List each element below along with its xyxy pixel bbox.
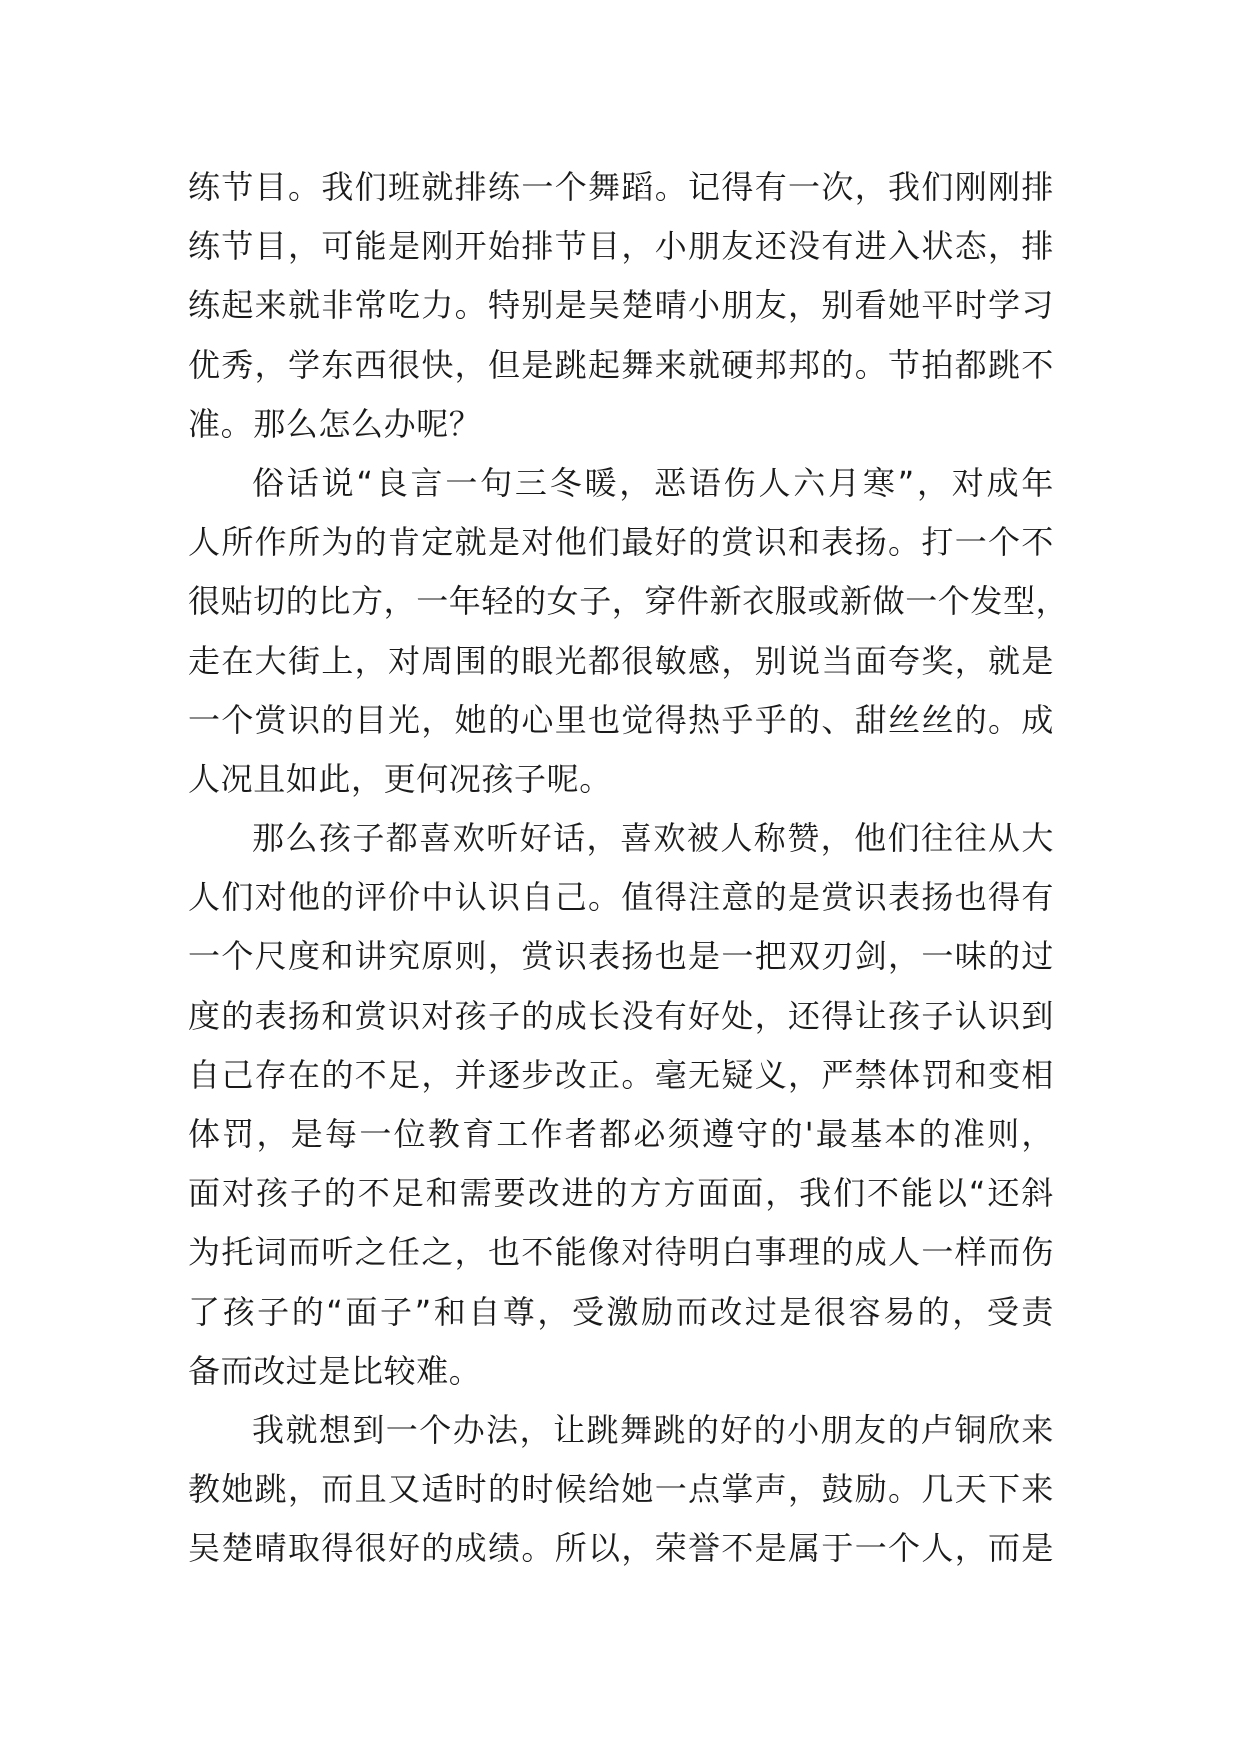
text-line: 练节目。我们班就排练一个舞蹈。记得有一次，我们刚刚排 bbox=[188, 168, 1054, 206]
text-line: 俗话说“良言一句三冬暖，恶语伤人六月寒”，对成年 bbox=[252, 463, 1054, 502]
text-line: 人们对他的评价中认识自己。值得注意的是赏识表扬也得有 bbox=[188, 878, 1054, 917]
text-line: 很贴切的比方，一年轻的女子，穿件新衣服或新做一个发型， bbox=[188, 582, 1069, 621]
document-body bbox=[188, 158, 1069, 1579]
text-line: 优秀，学东西很快，但是跳起舞来就硬邦邦的。节拍都跳不 bbox=[188, 345, 1054, 384]
text-line: 一个尺度和讲究原则，赏识表扬也是一把双刃剑，一味的过 bbox=[188, 937, 1054, 976]
text-line: 人况且如此，更何况孩子呢。 bbox=[188, 759, 612, 798]
text-line: 我就想到一个办法，让跳舞跳的好的小朋友的卢铜欣来 bbox=[252, 1410, 1054, 1449]
text-line: 备而改过是比较难。 bbox=[188, 1351, 482, 1390]
text-line: 练节目，可能是刚开始排节目，小朋友还没有进入状态，排 bbox=[188, 227, 1054, 266]
text-line: 体罚，是每一位教育工作者都必须遵守的'最基本的准则， bbox=[188, 1115, 1054, 1153]
text-line: 度的表扬和赏识对孩子的成长没有好处，还得让孩子认识到 bbox=[188, 996, 1054, 1035]
text-line: 教她跳，而且又适时的时候给她一点掌声，鼓励。几天下来 bbox=[188, 1470, 1054, 1509]
text-line: 那么孩子都喜欢听好话，喜欢被人称赞，他们往往从大 bbox=[252, 819, 1054, 858]
text-line: 人所作所为的肯定就是对他们最好的赏识和表扬。打一个不 bbox=[188, 523, 1054, 562]
text-line: 自己存在的不足，并逐步改正。毫无疑义，严禁体罚和变相 bbox=[188, 1055, 1054, 1094]
text-line: 走在大街上，对周围的眼光都很敏感，别说当面夸奖，就是 bbox=[188, 641, 1054, 680]
text-line: 练起来就非常吃力。特别是吴楚晴小朋友，别看她平时学习 bbox=[188, 286, 1054, 325]
text-line: 了孩子的“面子”和自尊，受激励而改过是很容易的，受责 bbox=[188, 1292, 1054, 1331]
text-line: 吴楚晴取得很好的成绩。所以，荣誉不是属于一个人，而是 bbox=[188, 1529, 1054, 1568]
text-line: 准。那么怎么办呢？ bbox=[188, 404, 482, 443]
text-line: 面对孩子的不足和需要改进的方方面面，我们不能以“还斜 bbox=[188, 1174, 1054, 1213]
text-line: 为托词而听之任之，也不能像对待明白事理的成人一样而伤 bbox=[188, 1233, 1054, 1272]
text-line: 一个赏识的目光，她的心里也觉得热乎乎的、甜丝丝的。成 bbox=[188, 700, 1054, 739]
